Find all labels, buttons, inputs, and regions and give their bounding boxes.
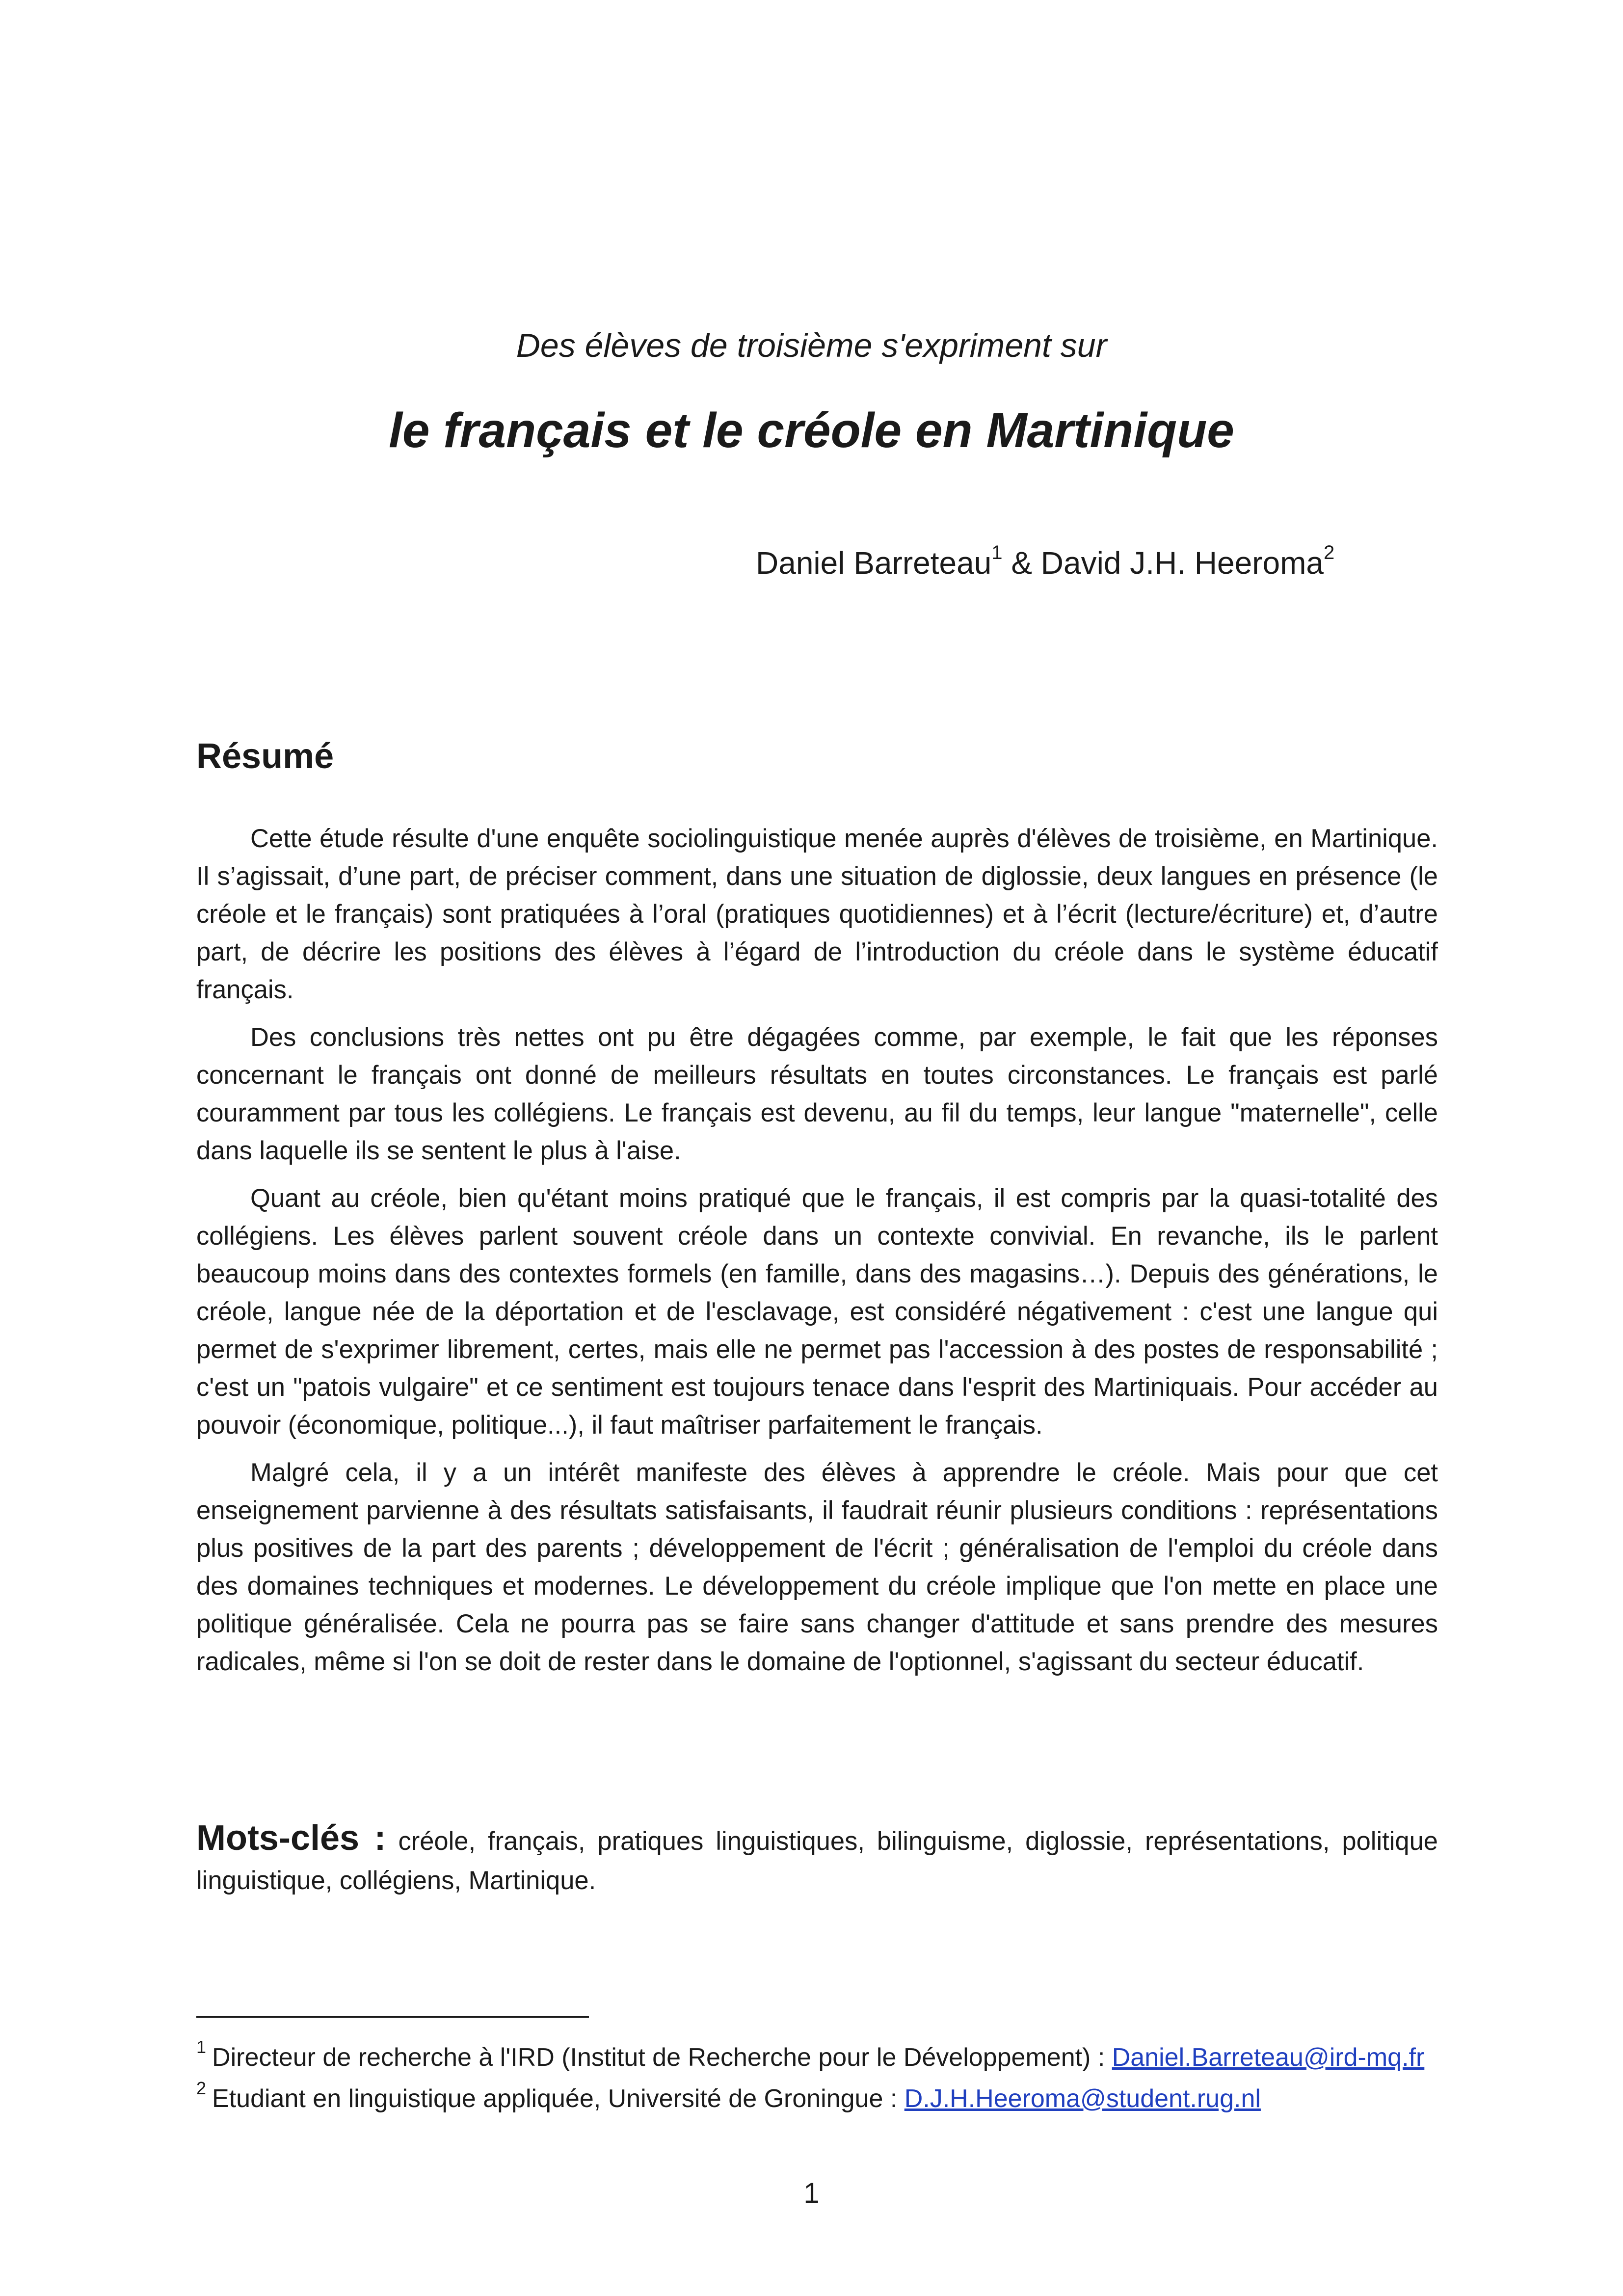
author-line [756,542,1335,581]
footnotes [196,2037,1472,2119]
abstract-paragraph: Malgré cela, il y a un intérêt manifeste des élèves à apprendre le créole. Mais pour que cet enseignement parvienne à des résultats satisfaisants, il faudrait réunir plusieurs conditions : représentations plus positives de la part des parents ; développement de l'écrit ; généralisation de l'emploi du créole dans des domaines techniques et modernes. Le développement du créole implique que l'on mette en place une politique généralisée. Cela ne pourra pas se faire sans changer d'attitude et sans prendre des mesures radicales, même si l'on se doit de rester dans le domaine de l'optionnel, s'agissant du secteur éducatif. [196,1458,1438,1676]
footnote-text: Directeur de recherche à l'IRD (Institut de Recherche pour le Développement) : [212,2043,1112,2072]
footnote-number: 1 [196,2037,207,2057]
abstract-heading: Résumé [196,737,334,776]
footnote-marker[interactable]: 2 [1323,542,1335,563]
keywords-list: créole, français, pratiques linguistiques, bilinguisme, diglossie, représentations, politique linguistique, collégiens, Martinique. [196,1827,1438,1895]
author-separator: & [1002,545,1041,581]
paper-subtitle: Des élèves de troisième s'expriment sur [516,327,1107,364]
footnote-number: 2 [196,2078,207,2098]
abstract-body [196,820,1438,1690]
author-name: Daniel Barreteau [756,545,992,581]
keywords-section [196,1818,1438,1900]
author-name: David J.H. Heeroma [1040,545,1324,581]
footnote-marker[interactable]: 1 [991,542,1003,563]
abstract-paragraph: Cette étude résulte d'une enquête sociolinguistique menée auprès d'élèves de troisième, en Martinique. Il s’agissait, d’une part, de préciser comment, dans une situation de diglossie, deux langues en présence (le créole et le français) sont pratiquées à l’oral (pratiques quotidiennes) et à l’écrit (lecture/écriture) et, d’autre part, de décrire les positions des élèves à l’égard de l’introduction du créole dans le système éducatif français. [196,824,1438,1004]
page-number: 1 [803,2177,820,2209]
abstract-paragraph: Des conclusions très nettes ont pu être dégagées comme, par exemple, le fait que les réponses concernant le français ont donné de meilleurs résultats en toutes circonstances. Le français est parlé couramment par tous les collégiens. Le français est devenu, au fil du temps, leur langue "maternelle", celle dans laquelle ils se sentent le plus à l'aise. [196,1023,1438,1165]
abstract-paragraph: Quant au créole, bien qu'étant moins pratiqué que le français, il est compris par la quasi-totalité des collégiens. Les élèves parlent souvent créole dans un contexte convivial. En revanche, ils le parlent beaucoup moins dans des contextes formels (en famille, dans des magasins…). Depuis des générations, le créole, langue née de la déportation et de l'esclavage, est considéré négativement : c'est une langue qui permet de s'exprimer librement, certes, mais elle ne permet pas l'accession à des postes de responsabilité ; c'est un "patois vulgaire" et ce sentiment est toujours tenace dans l'esprit des Martiniquais. Pour accéder au pouvoir (économique, politique...), il faut maîtriser parfaitement le français. [196,1184,1438,1440]
footnote-text: Etudiant en linguistique appliquée, Université de Groningue : [212,2084,905,2113]
paper-title: le français et le créole en Martinique [389,403,1234,458]
email-link[interactable]: D.J.H.Heeroma@student.rug.nl [904,2084,1261,2113]
footnote-divider [196,2016,589,2018]
email-link[interactable]: Daniel.Barreteau@ird-mq.fr [1112,2043,1425,2072]
keywords-label: Mots-clés : [196,1818,386,1858]
footnote [196,2078,1472,2119]
footnote [196,2037,1472,2078]
